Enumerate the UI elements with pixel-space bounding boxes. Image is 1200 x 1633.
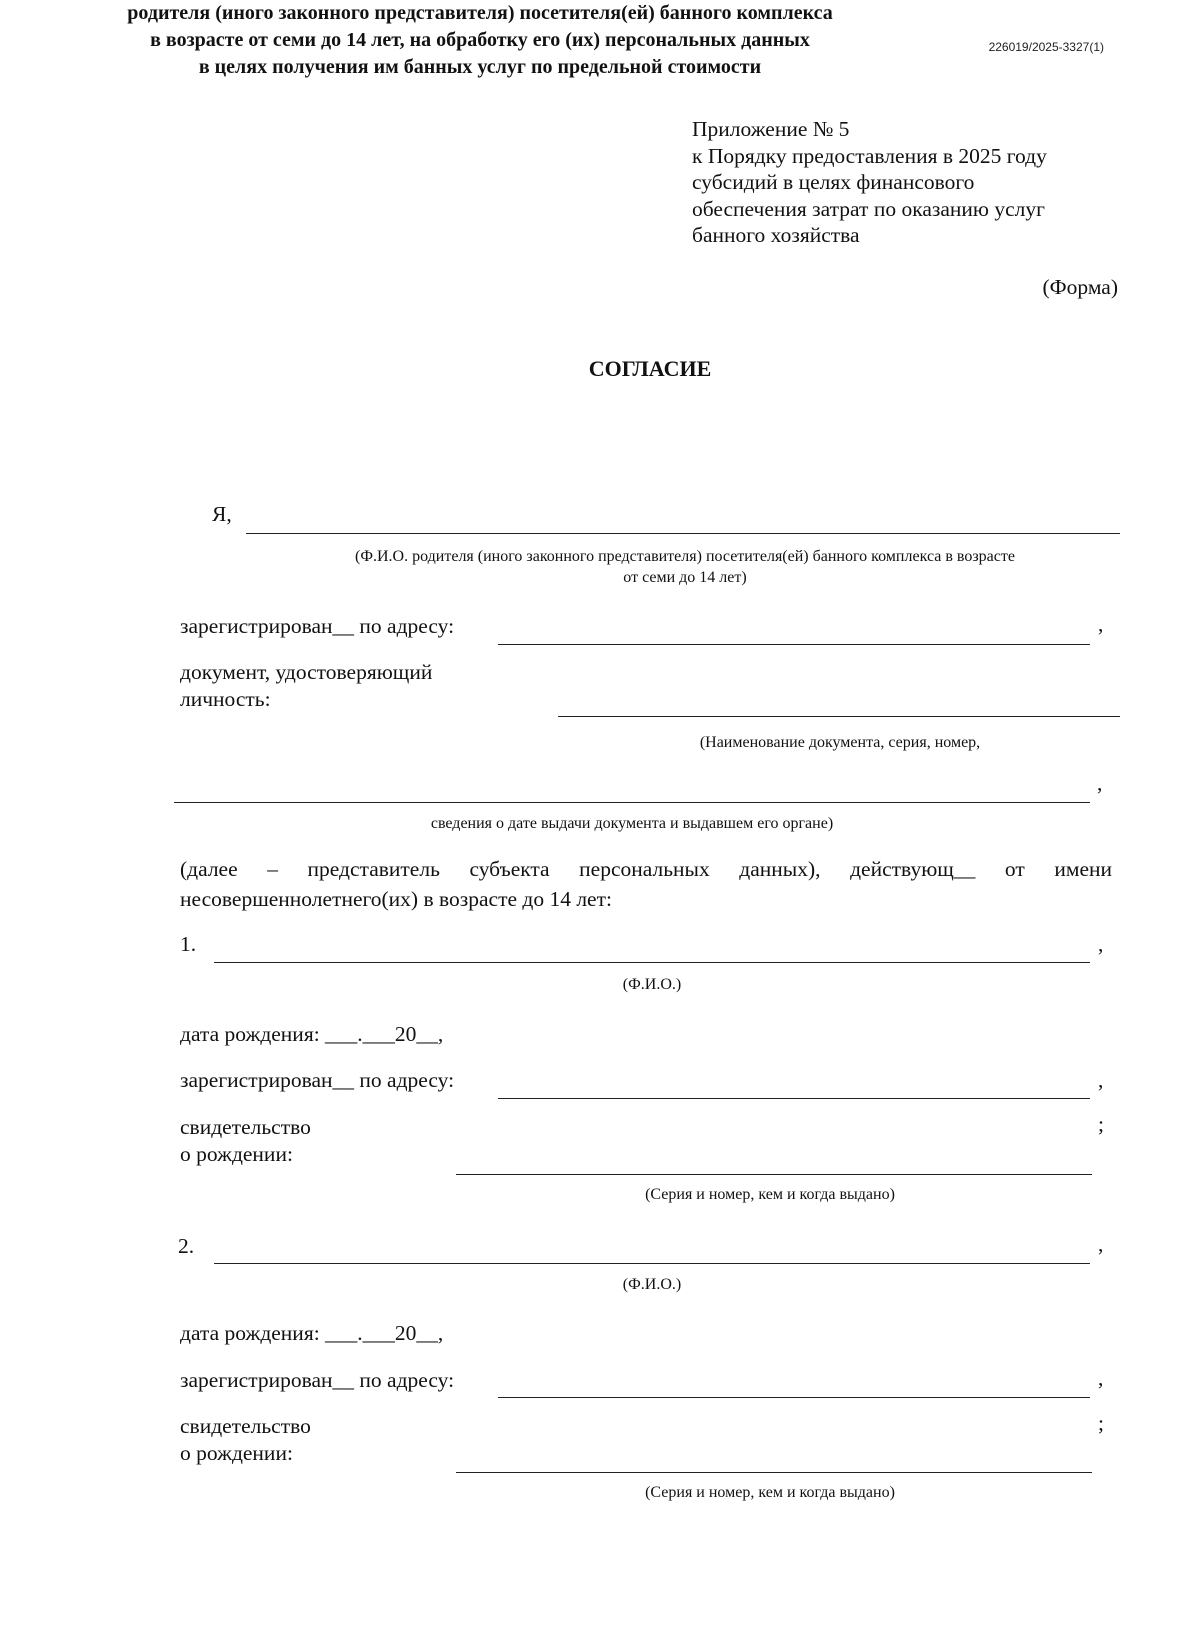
- child1-name-caption: (Ф.И.О.): [622, 976, 682, 993]
- child2-certificate-caption: (Серия и номер, кем и когда выдано): [645, 1484, 895, 1501]
- document-subtitle: [0, 0, 960, 81]
- document-title: СОГЛАСИЕ: [588, 356, 712, 381]
- parent-address-field[interactable]: [498, 644, 1090, 645]
- child2-name-field[interactable]: [214, 1263, 1090, 1264]
- child1-name-field[interactable]: [214, 962, 1090, 963]
- child2-certificate-field[interactable]: [456, 1472, 1092, 1473]
- document-label-line: документ, удостоверяющий: [180, 660, 433, 684]
- child2-address-label: зарегистрирован__ по адресу:: [180, 1368, 455, 1392]
- child1-certificate-field[interactable]: [456, 1174, 1092, 1175]
- certificate-label-line: о рождении:: [180, 1441, 293, 1465]
- subtitle-line: в целях получения им банных услуг по предельной стоимости: [198, 56, 762, 78]
- comma: ,: [1098, 1068, 1104, 1092]
- child2-birth-date[interactable]: дата рождения: ___.___20__,: [180, 1321, 444, 1345]
- i-label: Я,: [212, 502, 232, 526]
- semicolon: ;: [1098, 1112, 1104, 1136]
- caption-line: (Ф.И.О. родителя (иного законного представителя) посетителя(ей) банного комплекса в возрасте: [355, 548, 1015, 565]
- parent-address-label: зарегистрирован__ по адресу:: [180, 614, 455, 638]
- appendix-line: Приложение № 5: [692, 117, 850, 141]
- semicolon: ;: [1098, 1411, 1104, 1435]
- appendix-line: банного хозяйства: [692, 223, 860, 248]
- child2-number: 2.: [178, 1234, 195, 1258]
- appendix-line: к Порядку предоставления в 2025 году: [692, 143, 1047, 168]
- child1-certificate-caption: (Серия и номер, кем и когда выдано): [645, 1186, 895, 1203]
- child2-certificate-label: [180, 1413, 311, 1467]
- document-issue-caption: сведения о дате выдачи документа и выдавшем его органе): [430, 815, 834, 832]
- appendix-block: [692, 116, 1112, 249]
- document-label-line: личность:: [180, 687, 271, 711]
- parent-name-caption: [250, 546, 1120, 588]
- document-issue-field[interactable]: [174, 802, 1090, 803]
- document-field[interactable]: [558, 716, 1120, 717]
- subtitle-line: в возрасте от семи до 14 лет, на обработку его (их) персональных данных: [150, 29, 810, 51]
- child2-address-field[interactable]: [498, 1397, 1090, 1398]
- comma: ,: [1098, 1366, 1104, 1390]
- child1-address-field[interactable]: [498, 1098, 1090, 1099]
- comma: ,: [1098, 612, 1104, 636]
- form-label: (Форма): [1042, 275, 1118, 299]
- document-caption: (Наименование документа, серия, номер,: [699, 734, 981, 751]
- comma: ,: [1097, 771, 1103, 795]
- caption-line: от семи до 14 лет): [623, 569, 747, 586]
- document-label: [180, 659, 432, 713]
- child1-birth-date[interactable]: дата рождения: ___.___20__,: [180, 1022, 444, 1046]
- certificate-label-line: свидетельство: [180, 1414, 311, 1438]
- certificate-label-line: свидетельство: [180, 1115, 311, 1139]
- child2-name-caption: (Ф.И.О.): [622, 1276, 682, 1293]
- certificate-label-line: о рождении:: [180, 1142, 293, 1166]
- representative-paragraph: (далее – представитель субъекта персональных данных), действующ__ от имени несовершеннолетнего(их) в возрасте до 14 лет:: [180, 857, 1112, 911]
- appendix-line: субсидий в целях финансового: [692, 170, 975, 195]
- registration-number: 226019/2025-3327(1): [988, 40, 1104, 54]
- parent-name-field[interactable]: [246, 533, 1120, 534]
- appendix-line: обеспечения затрат по оказанию услуг: [692, 196, 1045, 221]
- child1-certificate-label: [180, 1114, 311, 1168]
- subtitle-line: родителя (иного законного представителя) посетителя(ей) банного комплекса: [127, 2, 833, 24]
- comma: ,: [1098, 932, 1104, 956]
- child1-address-label: зарегистрирован__ по адресу:: [180, 1068, 455, 1092]
- child1-number: 1.: [180, 932, 197, 956]
- comma: ,: [1098, 1232, 1104, 1256]
